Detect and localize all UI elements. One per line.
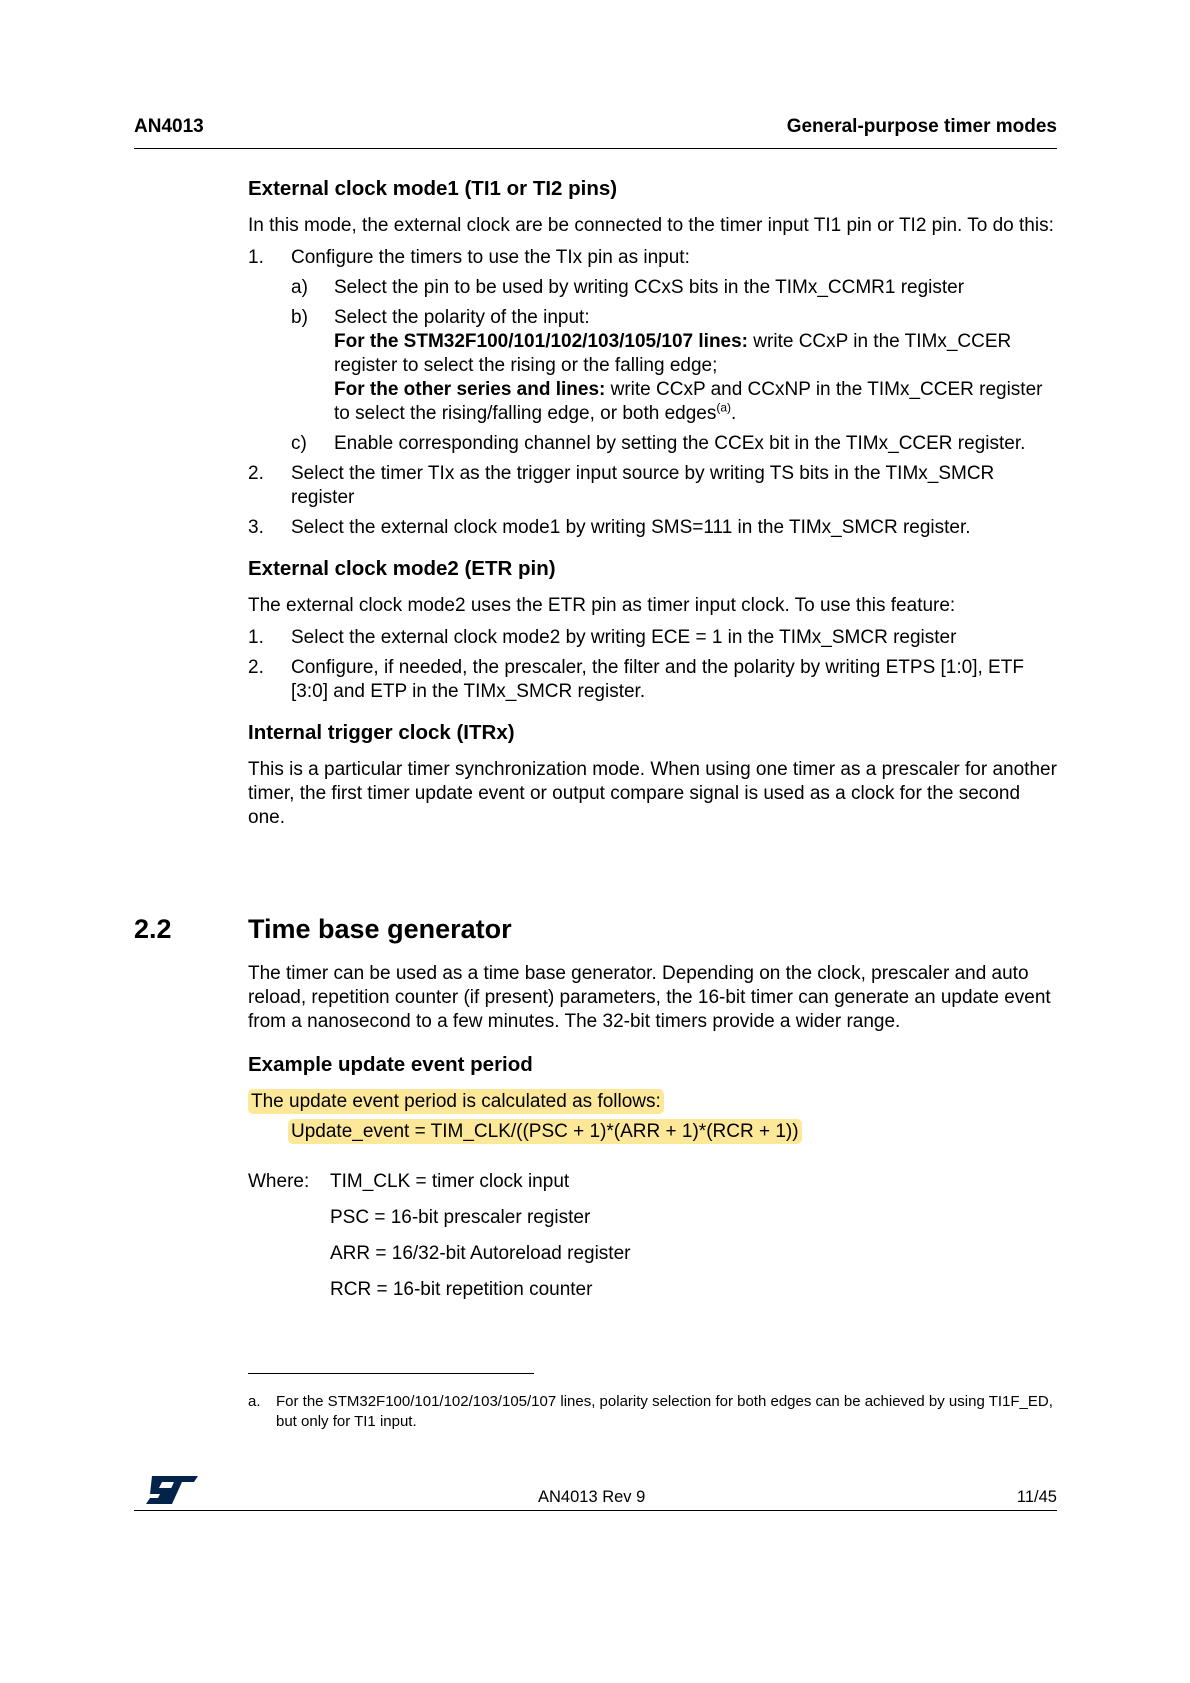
list-item: 1. Configure the timers to use the TIx pin as input:: [248, 247, 690, 268]
page-number: 11/45: [1016, 1488, 1057, 1506]
ext-clk1-intro: In this mode, the external clock are be connected to the timer input TI1 pin or TI2 pin. To do this:: [248, 215, 1054, 236]
highlighted-text[interactable]: The update event period is calculated as follows:: [248, 1089, 664, 1114]
def-tim-clk: TIM_CLK = timer clock input: [330, 1171, 570, 1192]
chapter-title: General-purpose timer modes: [786, 116, 1057, 137]
example-heading: Example update event period: [248, 1053, 533, 1076]
footnote-ref[interactable]: (a): [716, 400, 732, 415]
doc-id: AN4013: [134, 116, 204, 137]
itrx-heading: Internal trigger clock (ITRx): [248, 721, 515, 744]
itrx-text: This is a particular timer synchronization mode. When using one timer as a prescaler for another timer, the first timer update event or output compare signal is used as a clock for the second one.: [248, 759, 1057, 828]
section-content: [248, 962, 1058, 1314]
ext-clk2-intro: The external clock mode2 uses the ETR pin as timer input clock. To use this feature:: [248, 595, 956, 616]
polarity-note-other: For the other series and lines: write CCxP and CCxNP in the TIMx_CCER register to select the rising/falling edge, or both edges$^{(a)}$.: [334, 379, 1043, 424]
footer-rule: [134, 1510, 1057, 1511]
def-rcr: RCR = 16-bit repetition counter: [330, 1279, 593, 1300]
header-rule: [134, 148, 1057, 149]
list-item: 1. Select the external clock mode2 by writing ECE = 1 in the TIMx_SMCR register: [248, 627, 957, 648]
list-item: b) Select the polarity of the input: For the STM32F100/101/102/103/105/107 lines: write CCxP in the TIMx_CCER register to select the rising or the falling edge; For the other series and lines: write CCxP and CCxNP in the TIMx_CCER register to select the rising/falling edge, or both edges$^{(a)}$.: [248, 306, 1058, 426]
where-block: Where: TIM_CLK = timer clock input PSC = 16-bit prescaler register ARR = 16/32-bit Autoreload register RCR = 16-bit repetition counter: [248, 1170, 1058, 1302]
list-item: 2. Select the timer TIx as the trigger input source by writing TS bits in the TIMx_SMCR register: [248, 463, 995, 508]
list-item: a) Select the pin to be used by writing CCxS bits in the TIMx_CCMR1 register: [291, 277, 965, 298]
list-item: c) Enable corresponding channel by setting the CCEx bit in the TIMx_CCER register.: [291, 433, 1026, 454]
footer-doc-rev: AN4013 Rev 9: [538, 1488, 646, 1506]
def-arr: ARR = 16/32-bit Autoreload register: [330, 1243, 631, 1264]
formula[interactable]: Update_event = TIM_CLK/((PSC + 1)*(ARR + 1)*(RCR + 1)): [288, 1119, 802, 1144]
section-text: The timer can be used as a time base generator. Depending on the clock, prescaler and auto reload, repetition counter (if present) parameters, the 16-bit timer can generate an update event from a nanosecond to a few minutes. The 32-bit timers provide a wider range.: [248, 963, 1051, 1032]
footnote-rule: [248, 1373, 534, 1374]
list-item: 3. Select the external clock mode1 by writing SMS=111 in the TIMx_SMCR register.: [248, 517, 971, 538]
list-item: 2. Configure, if needed, the prescaler, the filter and the polarity by writing ETPS [1:0], ETF [3:0] and ETP in the TIMx_SMCR register.: [248, 657, 1024, 702]
content: [248, 176, 1058, 838]
st-logo-icon: [144, 1474, 200, 1511]
def-psc: PSC = 16-bit prescaler register: [330, 1207, 591, 1228]
ext-clk1-heading: External clock mode1 (TI1 or TI2 pins): [248, 177, 618, 200]
section-title: Time base generator: [248, 914, 512, 944]
ext-clk2-heading: External clock mode2 (ETR pin): [248, 557, 556, 580]
polarity-note-f1: For the STM32F100/101/102/103/105/107 lines: write CCxP in the TIMx_CCER register to select the rising or the falling edge;: [334, 331, 1012, 376]
section-number: 2.2: [134, 914, 172, 944]
footnote: a. For the STM32F100/101/102/103/105/107 lines, polarity selection for both edges can be achieved by using TI1F_ED, but only for TI1 input.: [248, 1393, 1053, 1430]
